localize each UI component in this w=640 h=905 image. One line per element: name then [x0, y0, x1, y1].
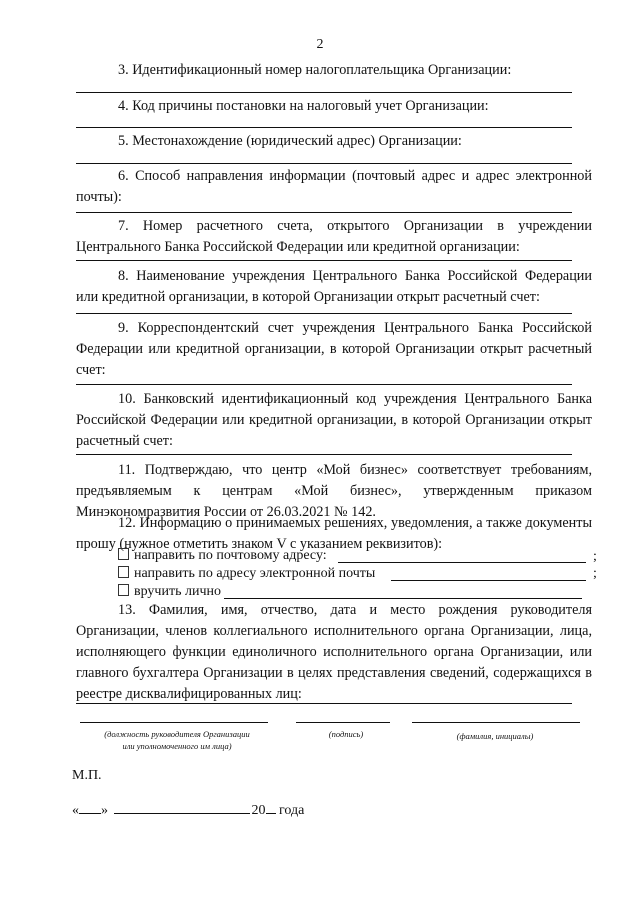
email-address-field[interactable] — [391, 580, 586, 581]
year-suffix: года — [279, 803, 305, 818]
item-10-bik: 10. Банковский идентификационный код учреждения Центрального Банка Российской Федерации или кредитной организации, в которой Организации открыт расчетный счет: — [76, 391, 592, 449]
name-line[interactable] — [412, 722, 580, 723]
item-11-confirmation: 11. Подтверждаю, что центр «Мой бизнес» соответствует требованиям, предъявляемым к центрам «Мой бизнес», утвержденным приказом Минэкономразвития России от 26.03.2021 № 142. — [76, 462, 592, 520]
item-8-bank-name: 8. Наименование учреждения Центрального Банка Российской Федерации или кредитной организации, в которой Организации открыт расчетный счет: — [76, 268, 592, 305]
option-email[interactable] — [118, 564, 375, 584]
postal-address-field[interactable] — [338, 562, 586, 563]
item-3-fill-line[interactable] — [76, 92, 572, 93]
item-5-address: 5. Местонахождение (юридический адрес) Организации: — [118, 133, 462, 149]
month-field[interactable] — [114, 813, 250, 814]
option-email-label: направить по адресу электронной почты — [134, 566, 376, 581]
item-8-fill-line[interactable] — [76, 313, 572, 314]
item-4-fill-line[interactable] — [76, 127, 572, 128]
option-hand[interactable] — [118, 582, 221, 602]
option-postal-label: направить по почтовому адресу: — [134, 548, 327, 563]
position-line[interactable] — [80, 722, 268, 723]
item-6-delivery-method: 6. Способ направления информации (почтовый адрес и адрес электронной почты): — [76, 168, 592, 205]
year-prefix: 20 — [251, 803, 266, 818]
position-caption-line-2: или уполномоченного им лица) — [122, 741, 232, 751]
signature-caption: (подпись) — [328, 729, 364, 739]
page-number: 2 — [316, 37, 324, 52]
item-9-corr-account: 9. Корреспондентский счет учреждения Центрального Банка Российской Федерации или кредитной организации, в которой Организации открыт расчетный счет: — [76, 320, 592, 378]
seal-placeholder: М.П. — [72, 768, 102, 783]
item-13-disqualified-persons: 13. Фамилия, имя, отчество, дата и место рождения руководителя Организации, членов коллегиального исполнительного органа Организации, лица, исполняющего функции единоличного исполнительного органа Организации, или главного бухгалтера Организации в целях представления сведений, содержащихся в реестре дисквалифицированных лиц: — [76, 602, 592, 702]
item-13-fill-line[interactable] — [76, 703, 572, 704]
item-3-inn: 3. Идентификационный номер налогоплательщика Организации: — [118, 62, 512, 78]
year-field[interactable] — [266, 813, 276, 814]
signature-line[interactable] — [296, 722, 390, 723]
option-hand-label: вручить лично — [134, 584, 221, 599]
date-line[interactable] — [72, 803, 304, 819]
name-caption: (фамилия, инициалы) — [456, 731, 534, 741]
item-12-notifications: 12. Информацию о принимаемых решениях, уведомления, а также документы прошу (нужное отметить знаком V с указанием реквизитов): — [76, 515, 592, 552]
date-open-quote: « — [72, 803, 79, 818]
position-caption — [72, 728, 282, 752]
option-postal[interactable] — [118, 546, 327, 566]
hand-delivery-field[interactable] — [224, 598, 582, 599]
item-6-fill-line[interactable] — [76, 212, 572, 213]
position-caption-line-1: (должность руководителя Организации — [104, 729, 250, 739]
postal-checkbox[interactable] — [118, 548, 129, 560]
hand-checkbox[interactable] — [118, 584, 129, 596]
item-9-fill-line[interactable] — [76, 384, 572, 385]
item-7-account-number: 7. Номер расчетного счета, открытого Организации в учреждении Центрального Банка Российской Федерации или кредитной организации: — [76, 218, 592, 255]
postal-semicolon: ; — [593, 549, 597, 564]
email-checkbox[interactable] — [118, 566, 129, 578]
item-10-fill-line[interactable] — [76, 454, 572, 455]
email-semicolon: ; — [593, 566, 597, 581]
date-close-quote: » — [101, 803, 108, 818]
item-4-kpp: 4. Код причины постановки на налоговый учет Организации: — [118, 98, 489, 114]
item-7-fill-line[interactable] — [76, 260, 572, 261]
item-5-fill-line[interactable] — [76, 163, 572, 164]
day-field[interactable] — [79, 813, 101, 814]
